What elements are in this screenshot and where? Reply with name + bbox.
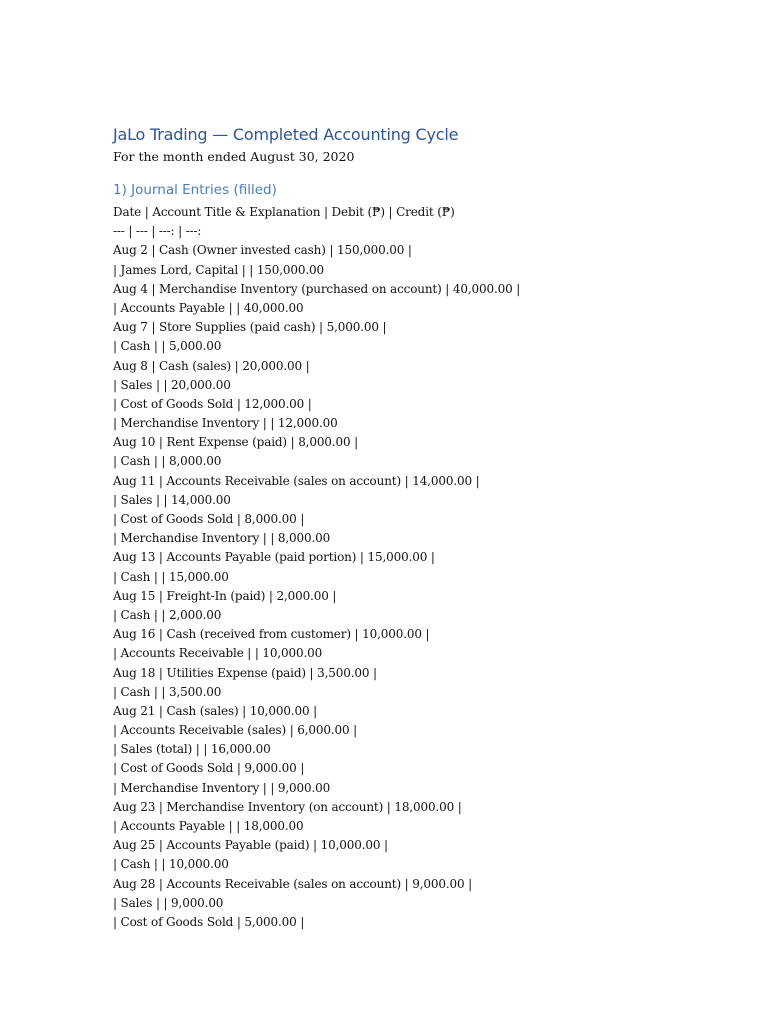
journal-line: | Accounts Receivable | | 10,000.00 [113,646,323,661]
journal-line: | Sales (total) | | 16,000.00 [113,742,271,757]
journal-line: Aug 2 | Cash (Owner invested cash) | 150,000.00 | [113,243,412,258]
document-title: JaLo Trading — Completed Accounting Cycle [113,125,459,144]
section-heading-journal-entries: 1) Journal Entries (filled) [113,182,277,198]
journal-line: | Cash | | 10,000.00 [113,857,229,872]
journal-line: Aug 18 | Utilities Expense (paid) | 3,500.00 | [113,665,377,680]
journal-line: Aug 25 | Accounts Payable (paid) | 10,000.00 | [113,838,388,853]
journal-line: Aug 23 | Merchandise Inventory (on account) | 18,000.00 | [113,799,462,814]
journal-alignment-row: --- | --- | ---: | ---: [113,224,202,239]
journal-line: | Accounts Payable | | 18,000.00 [113,819,304,833]
journal-line: | Cash | | 5,000.00 [113,339,222,354]
journal-line: Aug 21 | Cash (sales) | 10,000.00 | [113,703,317,718]
journal-line: Aug 10 | Rent Expense (paid) | 8,000.00 | [113,435,358,450]
journal-line: Aug 15 | Freight-In (paid) | 2,000.00 | [113,588,337,603]
journal-line: | Cost of Goods Sold | 8,000.00 | [113,512,305,526]
journal-line: Aug 13 | Accounts Payable (paid portion) | 15,000.00 | [113,550,435,565]
journal-line: | Sales | | 20,000.00 [113,377,231,392]
journal-line: | Sales | | 9,000.00 [113,895,224,910]
journal-line: | Sales | | 14,000.00 [113,492,231,507]
journal-line: | Cost of Goods Sold | 12,000.00 | [113,396,312,411]
journal-line: | Cost of Goods Sold | 9,000.00 | [113,761,305,776]
journal-line: Aug 16 | Cash (received from customer) | 10,000.00 | [113,627,430,642]
journal-line: | Cash | | 15,000.00 [113,569,229,584]
journal-line: | Cost of Goods Sold | 5,000.00 | [113,914,305,929]
document-subtitle: For the month ended August 30, 2020 [113,149,355,164]
journal-line: Aug 11 | Accounts Receivable (sales on account) | 14,000.00 | [113,473,480,488]
journal-line: | Cash | | 8,000.00 [113,454,222,469]
journal-header-row: Date | Account Title & Explanation | Debit (₱) | Credit (₱) [113,205,455,219]
journal-line: | Merchandise Inventory | | 8,000.00 [113,531,331,546]
journal-line: Aug 7 | Store Supplies (paid cash) | 5,000.00 | [113,320,387,335]
journal-line: | Cash | | 2,000.00 [113,607,222,622]
journal-line: | James Lord, Capital | | 150,000.00 [113,262,325,277]
journal-line: | Accounts Payable | | 40,000.00 [113,300,304,315]
journal-line: | Accounts Receivable (sales) | 6,000.00 | [113,723,358,738]
journal-entry-lines [113,203,520,932]
journal-line: Aug 8 | Cash (sales) | 20,000.00 | [113,358,310,373]
journal-line: | Merchandise Inventory | | 9,000.00 [113,780,331,795]
journal-line: Aug 28 | Accounts Receivable (sales on account) | 9,000.00 | [113,876,473,891]
journal-line: | Merchandise Inventory | | 12,000.00 [113,416,338,431]
journal-line: | Cash | | 3,500.00 [113,684,222,699]
journal-line: Aug 4 | Merchandise Inventory (purchased on account) | 40,000.00 | [113,281,521,296]
